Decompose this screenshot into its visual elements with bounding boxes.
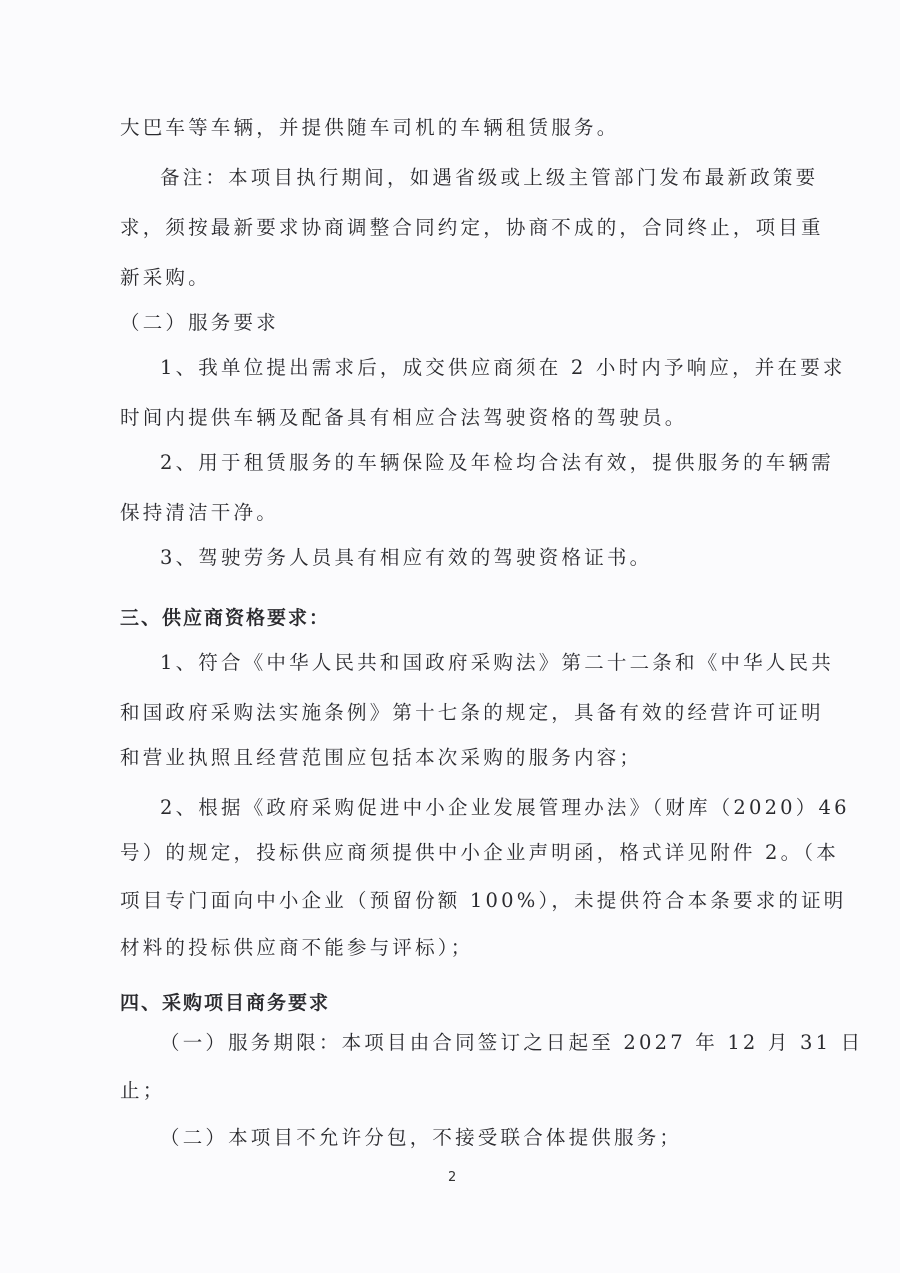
paragraph-line: 备注：本项目执行期间，如遇省级或上级主管部门发布最新政策要 (160, 166, 819, 189)
paragraph-line: 项目专门面向中小企业（预留份额 100%），未提供符合本条要求的证明 (120, 889, 847, 912)
paragraph-line: 和国政府采购法实施条例》第十七条的规定，具备有效的经营许可证明 (120, 701, 824, 724)
paragraph-line: 1、我单位提出需求后，成交供应商须在 2 小时内予响应，并在要求 (160, 356, 846, 379)
paragraph-line: （二）服务要求 (120, 311, 279, 334)
paragraph-line: （二）本项目不允许分包，不接受联合体提供服务； (160, 1126, 683, 1149)
paragraph-line: （一）服务期限：本项目由合同签订之日起至 2027 年 12 月 31 日 (160, 1031, 864, 1054)
section-heading: 三、供应商资格要求： (120, 607, 331, 629)
section-heading: 四、采购项目商务要求 (120, 992, 331, 1014)
paragraph-line: 大巴车等车辆，并提供随车司机的车辆租赁服务。 (120, 116, 620, 139)
paragraph-line: 保持清洁干净。 (120, 501, 279, 524)
paragraph-line: 材料的投标供应商不能参与评标）； (120, 936, 474, 959)
paragraph-line: 止； (120, 1079, 166, 1102)
paragraph-line: 3、驾驶劳务人员具有相应有效的驾驶资格证书。 (160, 546, 653, 569)
paragraph-line: 2、用于租赁服务的车辆保险及年检均合法有效，提供服务的车辆需 (160, 451, 834, 474)
paragraph-line: 时间内提供车辆及配备具有相应合法驾驶资格的驾驶员。 (120, 406, 688, 429)
paragraph-line: 新采购。 (120, 266, 211, 289)
paragraph-line: 和营业执照且经营范围应包括本次采购的服务内容； (120, 746, 643, 769)
paragraph-line: 求，须按最新要求协商调整合同约定，协商不成的，合同终止，项目重 (120, 216, 824, 239)
paragraph-line: 1、符合《中华人民共和国政府采购法》第二十二条和《中华人民共 (160, 651, 834, 674)
paragraph-line: 号）的规定，投标供应商须提供中小企业声明函，格式详见附件 2。（本 (120, 841, 839, 864)
page-number: 2 (448, 1170, 457, 1185)
paragraph-line: 2、根据《政府采购促进中小企业发展管理办法》（财库（2020）46 (160, 796, 850, 819)
